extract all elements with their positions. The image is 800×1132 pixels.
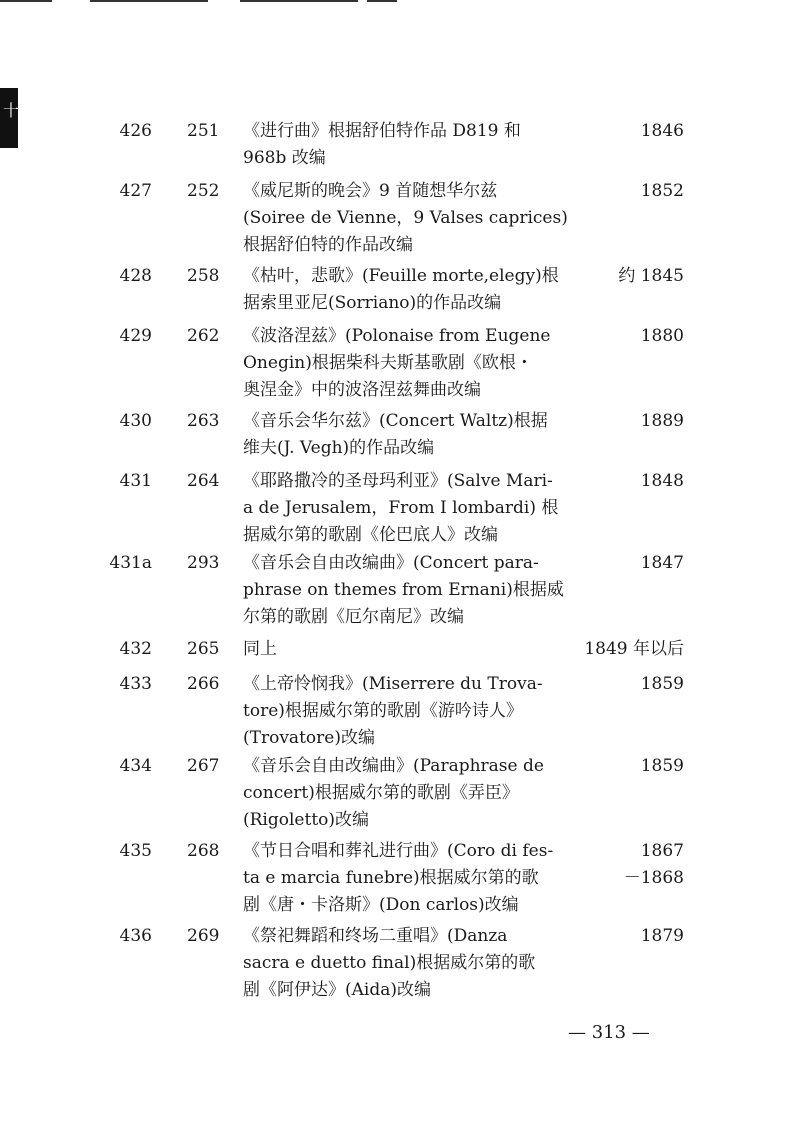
- alt-number: 251: [187, 121, 220, 141]
- work-year: 1889: [640, 411, 684, 431]
- work-year: 1848: [640, 471, 684, 491]
- alt-number: 252: [187, 181, 220, 201]
- alt-number: 263: [187, 411, 220, 431]
- work-year: 1867 －1868: [623, 841, 684, 888]
- work-title: 《音乐会自由改编曲》(Concert para- phrase on themes from Ernani)根据威 尔第的歌剧《厄尔南尼》改编: [243, 553, 564, 627]
- work-title: 《上帝怜悯我》(Miserrere du Trova- tore)根据威尔第的歌剧《游吟诗人》 (Trovatore)改编: [243, 674, 543, 748]
- catalog-number: 436: [119, 926, 152, 946]
- catalog-number: 429: [119, 326, 152, 346]
- alt-number: 269: [187, 926, 220, 946]
- work-year: 1859: [640, 756, 684, 776]
- work-title: 同上: [243, 639, 277, 659]
- catalog-number: 426: [119, 121, 152, 141]
- work-title: 《枯叶，悲歌》(Feuille morte,elegy)根 据索里亚尼(Sorriano)的作品改编: [243, 266, 559, 313]
- page-number: — 313 —: [568, 1022, 650, 1043]
- work-title: 《进行曲》根据舒伯特作品 D819 和 968b 改编: [243, 121, 521, 168]
- alt-number: 266: [187, 674, 220, 694]
- catalog-number: 428: [119, 266, 152, 286]
- catalog-number: 430: [119, 411, 152, 431]
- work-year: 1849 年以后: [584, 639, 684, 659]
- work-year: 约 1845: [618, 266, 684, 286]
- work-title: 《威尼斯的晚会》9 首随想华尔兹 (Soiree de Vienne，9 Valses caprices) 根据舒伯特的作品改编: [243, 181, 568, 255]
- catalog-number: 431: [119, 471, 152, 491]
- work-title: 《节日合唱和葬礼进行曲》(Coro di fes- ta e marcia funebre)根据威尔第的歌 剧《唐・卡洛斯》(Don carlos)改编: [243, 841, 554, 915]
- alt-number: 268: [187, 841, 220, 861]
- alt-number: 265: [187, 639, 220, 659]
- alt-number: 267: [187, 756, 220, 776]
- catalog-number: 434: [119, 756, 152, 776]
- work-year: 1847: [640, 553, 684, 573]
- catalog-number: 435: [119, 841, 152, 861]
- work-year: 1880: [640, 326, 684, 346]
- alt-number: 258: [187, 266, 220, 286]
- work-year: 1846: [640, 121, 684, 141]
- alt-number: 264: [187, 471, 220, 491]
- catalog-number: 433: [119, 674, 152, 694]
- work-year: 1859: [640, 674, 684, 694]
- work-title: 《波洛涅兹》(Polonaise from Eugene Onegin)根据柴科夫斯基歌剧《欧根・ 奥涅金》中的波洛涅兹舞曲改编: [243, 326, 551, 400]
- alt-number: 262: [187, 326, 220, 346]
- page-edge-tab-label: 十: [3, 101, 20, 120]
- catalog-number: 432: [119, 639, 152, 659]
- top-rule-1: [0, 0, 52, 2]
- work-title: 《音乐会自由改编曲》(Paraphrase de concert)根据威尔第的歌剧《弄臣》 (Rigoletto)改编: [243, 756, 544, 830]
- work-title: 《祭祀舞蹈和终场二重唱》(Danza sacra e duetto final)根据威尔第的歌 剧《阿伊达》(Aida)改编: [243, 926, 536, 1000]
- catalog-number: 427: [119, 181, 152, 201]
- work-year: 1879: [640, 926, 684, 946]
- page-edge-tab: [0, 88, 18, 148]
- alt-number: 293: [187, 553, 220, 573]
- top-rule-3: [240, 0, 358, 2]
- work-title: 《音乐会华尔兹》(Concert Waltz)根据 维夫(J. Vegh)的作品改编: [243, 411, 548, 458]
- top-rule-2: [90, 0, 208, 2]
- work-year: 1852: [640, 181, 684, 201]
- top-rule-4: [367, 0, 397, 2]
- work-title: 《耶路撒冷的圣母玛利亚》(Salve Mari- a de Jerusalem，From I lombardi) 根 据威尔第的歌剧《伦巴底人》改编: [243, 471, 559, 545]
- catalog-number: 431a: [109, 553, 152, 573]
